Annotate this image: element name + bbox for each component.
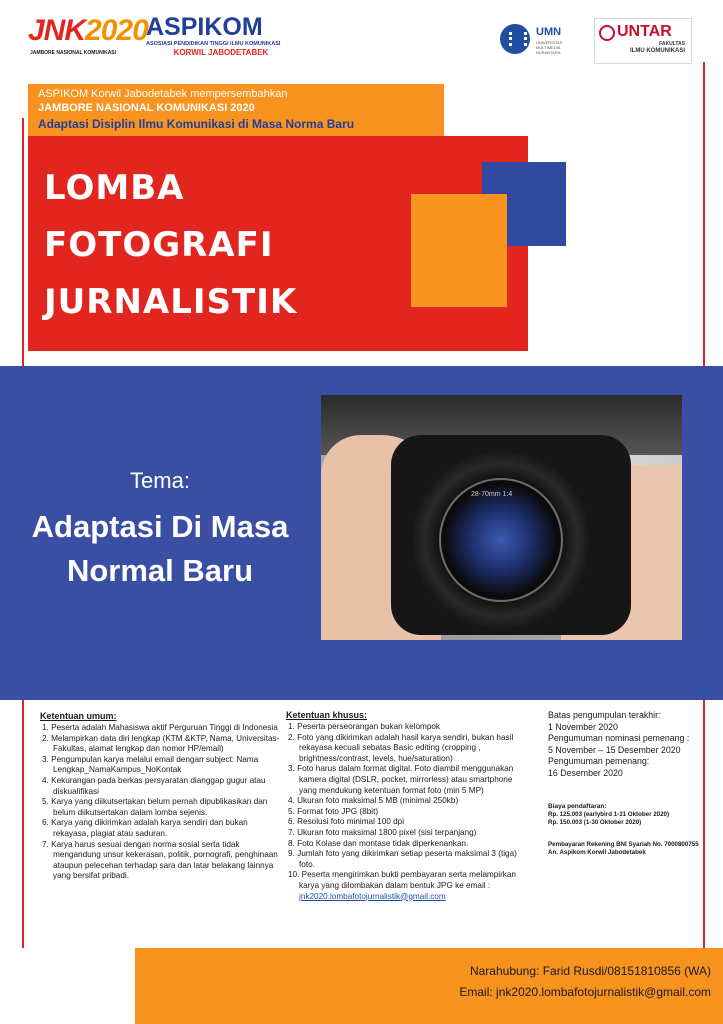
special-rules-list	[286, 722, 518, 892]
general-rules-heading: Ketentuan umum:	[40, 711, 117, 721]
list-item: 8. Foto Kolase dan montase tidak diperkenankan.	[288, 838, 469, 848]
list-item: 5. Karya yang diikutsertakan belum pernah dipublikasikan dan belum diikutsertakan dalam lomba sejenis.	[42, 797, 268, 817]
untar-logo-title: UNTAR	[617, 23, 672, 40]
jnk-logo-year: 2020	[85, 14, 148, 47]
umn-logo	[500, 20, 576, 60]
header-event-name: JAMBORE NASIONAL KOMUNIKASI 2020	[38, 102, 255, 114]
jnk-logo-sub: JAMBORE NASIONAL KOMUNIKASI	[30, 50, 117, 56]
theme-title-line-2: Normal Baru	[66, 553, 254, 588]
list-item: 9. Jumlah foto yang dikirimkan setiap peserta maksimal 3 (tiga) foto.	[288, 849, 517, 869]
untar-logo-fakultas: FAKULTAS	[659, 41, 685, 47]
general-rules	[40, 711, 282, 882]
umn-logo-title: UMN	[536, 26, 562, 38]
winner-date: 16 Desember 2020	[548, 767, 623, 778]
theme-label: Tema:	[130, 468, 190, 493]
aspikom-logo	[146, 14, 296, 64]
nominee-dates: 5 November – 15 Desember 2020	[548, 744, 681, 755]
list-item: 3. Pengumpulan karya melalui email dengan subject: Nama Lengkap_NamaKampus_NoKontak	[42, 754, 259, 775]
special-rules	[286, 710, 518, 902]
header-presenter: ASPIKOM Korwil Jabodetabek mempersembahkan	[38, 88, 288, 100]
bank-account: Pembayaran Rekening BNI Syariah No. 7000800755	[548, 841, 699, 848]
theme-title-line-1: Adaptasi Di Masa	[31, 509, 289, 544]
contact-band	[135, 948, 723, 1024]
list-item: 6. Resolusi foto minimal 100 dpi	[288, 817, 405, 827]
fee-normal: Rp. 150.003 (1-30 Oktober 2020)	[548, 819, 642, 826]
bank-account-holder: An. Aspikom Korwil Jabodetabek	[548, 849, 646, 856]
header-band	[28, 84, 444, 136]
title-line-2: FOTOGRAFI	[44, 225, 274, 265]
header-event-theme: Adaptasi Disiplin Ilmu Komunikasi di Masa Norma Baru	[38, 117, 355, 131]
jnk-logo-main: JNK	[28, 14, 86, 47]
winner-label: Pengumuman pemenang:	[548, 756, 650, 766]
aspikom-logo-sub: ASOSIASI PENDIDIKAN TINGGI ILMU KOMUNIKASI	[146, 41, 281, 47]
deadline-label: Batas pengumpulan terakhir:	[548, 710, 661, 720]
list-item: 2. Melampirkan data diri lengkap (KTM &KTP, Nama, Universitas-Fakultas, alamat lengkap dan nomor HP/email)	[42, 733, 280, 754]
list-item: 4. Kekurangan pada berkas persyaratan dianggap gugur atau diskualifikasi	[42, 775, 266, 796]
untar-logo	[594, 18, 692, 64]
title-line-1: LOMBA	[44, 168, 185, 208]
list-item: 3. Foto harus dalam format digital. Foto diambil menggunakan kamera digital (DSLR, pocket, mirrorless) atau smartphone yang mendukung ketentuan format foto (min 5 MP)	[288, 764, 514, 795]
lens-marking: 28-70mm 1:4	[471, 491, 513, 498]
general-rules-list	[40, 723, 282, 882]
camera-photo	[321, 395, 682, 640]
jnk-logo	[28, 14, 148, 64]
list-item: 7. Ukuran foto maksimal 1800 pixel (sisi terpanjang)	[288, 827, 477, 837]
umn-emblem-icon	[500, 24, 530, 54]
list-item: 5. Format foto JPG (8bit)	[288, 806, 379, 816]
title-line-3: JURNALISTIK	[44, 282, 298, 322]
contact-email[interactable]: Email: jnk2020.lombafotojurnalistik@gmail.com	[459, 985, 711, 999]
deadline-date: 1 November 2020	[548, 721, 618, 732]
list-item: 1. Peserta adalah Mahasiswa aktif Perguruan Tinggi di Indonesia	[42, 723, 278, 732]
fee-earlybird: Rp. 125.003 (earlybird 1-31 Oktober 2020)	[548, 811, 670, 818]
decor-square-orange	[411, 194, 507, 307]
list-item: 10. Peserta mengirimkan bukti pembayaran serta melampirkan karya yang dilombakan dalam bentuk JPG ke email :	[288, 870, 516, 890]
schedule-and-fees	[548, 710, 708, 857]
aspikom-logo-title: ASPIKOM	[146, 13, 263, 41]
list-item: 1. Peserta perseorangan bukan kelompok	[288, 722, 441, 731]
special-rules-heading: Ketentuan khusus:	[286, 710, 368, 720]
untar-logo-ilmu: ILMU KOMUNIKASI	[630, 48, 685, 54]
list-item: 7. Karya harus sesuai dengan norma sosial serta tidak mengandung unsur kekerasan, politik, pornografi, penghinaan ataupun pelecehan terhadap sara dan latar belakang lainnya yang bersifat pribadi.	[42, 839, 278, 881]
untar-emblem-icon	[599, 25, 615, 41]
list-item: 4. Ukuran foto maksimal 5 MB (minimal 250kb)	[288, 796, 459, 806]
fee-heading: Biaya pendaftaran:	[548, 803, 607, 810]
contact-person: Narahubung: Farid Rusdi/08151810856 (WA)	[469, 964, 711, 978]
umn-logo-sub: UNIVERSITAS MULTIMEDIA NUSANTARA	[536, 40, 563, 55]
list-item: 2. Foto yang dikirimkan adalah hasil karya sendiri, bukan hasil rekayasa kecuali sebatas Basic editing (cropping , brightness/contrast, levels, hue/saturation)	[288, 732, 514, 763]
theme-title	[0, 505, 320, 593]
nominee-label: Pengumuman nominasi pemenang :	[548, 733, 690, 743]
submission-email-link[interactable]: jnk2020.lombafotojurnalistik@gmail.com	[299, 891, 446, 901]
list-item: 6. Karya yang dikirimkan adalah karya sendiri dan bukan rekayasa, plagiat atau saduran.	[42, 818, 248, 838]
aspikom-logo-korwil: KORWIL JABODETABEK	[173, 48, 269, 57]
